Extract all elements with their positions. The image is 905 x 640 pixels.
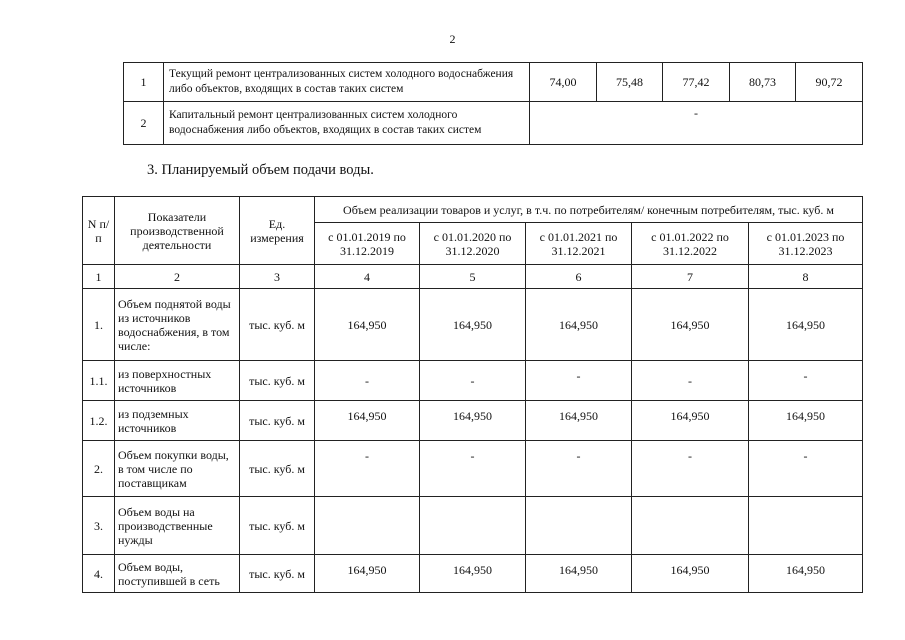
value-cell: 164,950 bbox=[315, 289, 420, 361]
header-unit: Ед. измерения bbox=[240, 197, 315, 265]
row-number: 1.2. bbox=[83, 401, 115, 441]
value-cell: - bbox=[526, 441, 632, 497]
value-cell: 164,950 bbox=[420, 401, 526, 441]
row-number: 2 bbox=[124, 102, 164, 145]
merged-value-cell: - bbox=[530, 102, 863, 145]
value-cell: - bbox=[420, 361, 526, 401]
row-number: 1.1. bbox=[83, 361, 115, 401]
row-unit: тыс. куб. м bbox=[240, 361, 315, 401]
header-num: N п/п bbox=[83, 197, 115, 265]
row-indicator: Объем покупки воды, в том числе по поставщикам bbox=[115, 441, 240, 497]
value-cell: 164,950 bbox=[749, 555, 863, 593]
table-row bbox=[83, 361, 863, 401]
table-row bbox=[83, 401, 863, 441]
header-period: с 01.01.2021 по 31.12.2021 bbox=[526, 223, 632, 265]
value-cell bbox=[526, 497, 632, 555]
value-cell: - bbox=[315, 361, 420, 401]
value-cell: 164,950 bbox=[526, 289, 632, 361]
value-cell: 164,950 bbox=[315, 555, 420, 593]
row-indicator: Объем поднятой воды из источников водоснабжения, в том числе: bbox=[115, 289, 240, 361]
value-cell: 77,42 bbox=[663, 63, 730, 102]
table-row bbox=[83, 441, 863, 497]
value-cell: 80,73 bbox=[730, 63, 796, 102]
row-number: 2. bbox=[83, 441, 115, 497]
column-number: 6 bbox=[526, 265, 632, 289]
value-cell: - bbox=[632, 361, 749, 401]
value-cell: 164,950 bbox=[315, 401, 420, 441]
page-number: 2 bbox=[449, 32, 456, 46]
column-number: 2 bbox=[115, 265, 240, 289]
value-cell: 164,950 bbox=[632, 401, 749, 441]
row-indicator: Объем воды, поступившей в сеть bbox=[115, 555, 240, 593]
value-cell bbox=[315, 497, 420, 555]
value-cell: 74,00 bbox=[530, 63, 597, 102]
column-number: 7 bbox=[632, 265, 749, 289]
value-cell: - bbox=[420, 441, 526, 497]
row-number: 1. bbox=[83, 289, 115, 361]
value-cell: - bbox=[315, 441, 420, 497]
value-cell: 164,950 bbox=[420, 289, 526, 361]
value-cell: - bbox=[526, 361, 632, 401]
header-period: с 01.01.2022 по 31.12.2022 bbox=[632, 223, 749, 265]
water-supply-table bbox=[82, 196, 863, 593]
table-row bbox=[83, 497, 863, 555]
header-period: с 01.01.2020 по 31.12.2020 bbox=[420, 223, 526, 265]
column-number: 4 bbox=[315, 265, 420, 289]
value-cell: 164,950 bbox=[526, 555, 632, 593]
value-cell bbox=[749, 497, 863, 555]
row-unit: тыс. куб. м bbox=[240, 441, 315, 497]
value-cell: 164,950 bbox=[632, 555, 749, 593]
table-row bbox=[124, 63, 863, 102]
row-unit: тыс. куб. м bbox=[240, 289, 315, 361]
value-cell: - bbox=[749, 441, 863, 497]
row-unit: тыс. куб. м bbox=[240, 497, 315, 555]
row-number: 3. bbox=[83, 497, 115, 555]
row-indicator: из подземных источников bbox=[115, 401, 240, 441]
value-cell: - bbox=[749, 361, 863, 401]
column-numbers-row bbox=[83, 265, 863, 289]
row-number: 1 bbox=[124, 63, 164, 102]
header-indicator: Показатели производственной деятельности bbox=[115, 197, 240, 265]
row-name: Текущий ремонт централизованных систем холодного водоснабжения либо объектов, входящих в состав таких систем bbox=[164, 63, 530, 102]
value-cell: 164,950 bbox=[526, 401, 632, 441]
value-cell: 75,48 bbox=[597, 63, 663, 102]
row-indicator: из поверхностных источников bbox=[115, 361, 240, 401]
column-number: 8 bbox=[749, 265, 863, 289]
header-row bbox=[83, 197, 863, 223]
value-cell: 164,950 bbox=[749, 289, 863, 361]
header-group: Объем реализации товаров и услуг, в т.ч. по потребителям/ конечным потребителям, тыс. куб. м bbox=[315, 197, 863, 223]
value-cell bbox=[420, 497, 526, 555]
table-row bbox=[83, 289, 863, 361]
column-number: 1 bbox=[83, 265, 115, 289]
header-period: с 01.01.2023 по 31.12.2023 bbox=[749, 223, 863, 265]
header-period: с 01.01.2019 по 31.12.2019 bbox=[315, 223, 420, 265]
section-title: 3. Планируемый объем подачи воды. bbox=[147, 162, 374, 178]
value-cell: 90,72 bbox=[796, 63, 863, 102]
row-indicator: Объем воды на производственные нужды bbox=[115, 497, 240, 555]
value-cell bbox=[632, 497, 749, 555]
row-unit: тыс. куб. м bbox=[240, 401, 315, 441]
repair-costs-table bbox=[123, 62, 863, 145]
column-number: 5 bbox=[420, 265, 526, 289]
table-row bbox=[124, 102, 863, 145]
value-cell: 164,950 bbox=[632, 289, 749, 361]
column-number: 3 bbox=[240, 265, 315, 289]
value-cell: 164,950 bbox=[749, 401, 863, 441]
value-cell: - bbox=[632, 441, 749, 497]
row-number: 4. bbox=[83, 555, 115, 593]
value-cell: 164,950 bbox=[420, 555, 526, 593]
row-unit: тыс. куб. м bbox=[240, 555, 315, 593]
row-name: Капитальный ремонт централизованных систем холодного водоснабжения либо объектов, входящих в состав таких систем bbox=[164, 102, 530, 145]
table-row bbox=[83, 555, 863, 593]
